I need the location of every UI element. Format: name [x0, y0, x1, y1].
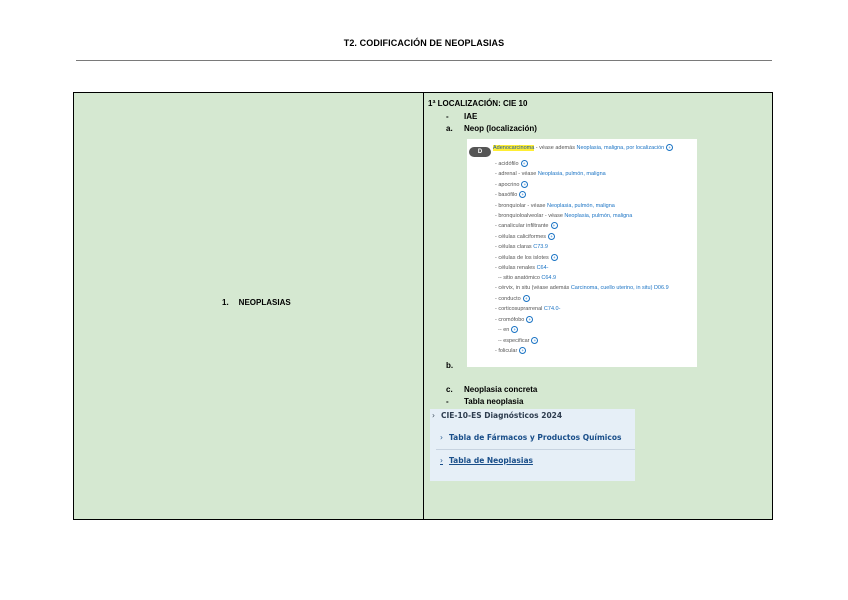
index-entry-text: -- especificar [498, 337, 530, 344]
index-entries [495, 159, 695, 356]
index-entry [495, 294, 695, 304]
list-text: Neoplasia concreta [464, 385, 538, 394]
left-cell [74, 93, 424, 519]
expand-icon[interactable]: + [531, 337, 538, 344]
index-entry [495, 221, 695, 231]
list-text: Neop (localización) [464, 124, 537, 133]
index-entry-text: -- sitio anatómico [498, 275, 542, 282]
coding-table [73, 92, 773, 520]
index-entry-text: - canalicular infiltrante [495, 223, 549, 230]
index-entry-link[interactable]: C64- [536, 265, 549, 272]
chevron-right-icon: › [440, 456, 443, 465]
index-head-link[interactable]: Neoplasia, maligna, por localización [576, 144, 665, 151]
index-entry [495, 346, 695, 356]
list-item [446, 124, 537, 133]
index-entry-link[interactable]: C73.9 [533, 244, 548, 251]
list-marker: b. [446, 361, 454, 370]
section-name: NEOPLASIAS [238, 298, 291, 307]
menu-divider [436, 449, 635, 450]
document-title: T2. CODIFICACIÓN DE NEOPLASIAS [343, 38, 505, 48]
index-entry [495, 285, 695, 292]
index-entry-text: - bronquiolar - véase [495, 202, 547, 209]
list-item [446, 361, 464, 370]
index-entry-text: - conducto [495, 295, 521, 302]
index-badge: D [469, 147, 491, 157]
index-entry-text: - células renales [495, 265, 537, 272]
expand-icon[interactable]: + [521, 181, 528, 188]
menu-item-label: Tabla de Neoplasias [449, 456, 533, 465]
menu-item-farmacos[interactable] [430, 433, 645, 442]
index-entry-text: -- en [498, 327, 510, 334]
index-head-rest: - véase además [534, 144, 577, 151]
expand-icon[interactable]: + [519, 347, 526, 354]
section-label [222, 298, 291, 307]
chevron-right-icon: › [440, 433, 443, 442]
list-item [446, 112, 477, 121]
index-entry [495, 190, 695, 200]
index-entry-text: - cérvix, in situ (véase además [495, 284, 571, 291]
list-text: IAE [464, 112, 478, 121]
index-entry-link[interactable]: Neoplasia, pulmón, maligna [564, 213, 633, 220]
index-entry [495, 315, 695, 325]
index-entry-text: - células caliciformes [495, 233, 547, 240]
index-entry [495, 232, 695, 242]
chevron-right-icon: › [432, 411, 435, 420]
expand-icon[interactable]: + [526, 316, 533, 323]
index-entry-link[interactable]: Carcinoma, cuello uterino, in situ) D06.9 [570, 284, 669, 291]
index-entry [495, 242, 695, 252]
index-head-term: Adenocarcinoma [493, 144, 535, 151]
index-entry-link[interactable]: Neoplasia, pulmón, maligna [537, 171, 606, 178]
index-entry [495, 201, 695, 211]
menu-item-label: CIE-10-ES Diagnósticos 2024 [441, 411, 563, 420]
expand-icon[interactable]: + [523, 295, 530, 302]
index-entry-link[interactable]: C64.9 [541, 275, 557, 282]
index-entry-text: - apocrino [495, 181, 520, 188]
expand-icon[interactable]: + [548, 233, 555, 240]
index-entry [495, 211, 695, 221]
menu-item-label: Tabla de Fármacos y Productos Químicos [449, 433, 622, 442]
index-head-entry [493, 144, 693, 152]
index-entry [495, 304, 695, 314]
index-entry-link[interactable]: Neoplasia, pulmón, maligna [546, 202, 615, 209]
index-entry-text: - acidófilo [495, 161, 519, 167]
index-entry-text: - folicular [495, 347, 518, 354]
index-entry-text: - corticosuprarrenal [495, 306, 544, 313]
expand-icon[interactable]: + [521, 160, 528, 167]
cie-index-screenshot [467, 139, 697, 367]
index-entry [495, 159, 695, 169]
menu-item-neoplasias[interactable] [430, 456, 645, 465]
index-entry [495, 180, 695, 190]
index-entry [495, 253, 695, 263]
index-entry-text: - células de los islotes [495, 254, 549, 261]
expand-icon[interactable]: + [666, 144, 673, 151]
list-marker: - [446, 112, 449, 121]
index-entry-text: - células claras [495, 244, 534, 251]
expand-icon[interactable]: + [519, 191, 526, 198]
index-entry [495, 325, 695, 335]
list-marker: a. [446, 124, 453, 133]
expand-icon[interactable]: + [551, 254, 558, 261]
index-entry [495, 263, 695, 273]
cie-menu-screenshot [430, 409, 635, 481]
menu-item-diagnosticos[interactable] [430, 411, 637, 420]
list-marker: c. [446, 385, 453, 394]
index-entry [495, 169, 695, 179]
expand-icon[interactable]: + [551, 222, 558, 229]
list-item [446, 385, 537, 394]
localization-heading: 1ª LOCALIZACIÓN: CIE 10 [428, 99, 528, 108]
index-entry-text: - bronquioloalveolar - véase [495, 213, 565, 220]
title-rule [76, 60, 772, 61]
list-item [446, 397, 523, 406]
index-entry-text: - cromófobo [495, 316, 525, 323]
index-entry [495, 336, 695, 346]
list-text: Tabla neoplasia [464, 397, 524, 406]
section-number: 1. [222, 298, 229, 307]
list-marker: - [446, 397, 449, 406]
index-entry [495, 273, 695, 283]
index-entry-text: - adrenal - véase [495, 171, 538, 178]
index-entry-text: - basófilo [495, 192, 518, 199]
index-entry-link[interactable]: C74.0- [543, 306, 561, 313]
right-cell [424, 93, 772, 519]
expand-icon[interactable]: + [511, 326, 518, 333]
